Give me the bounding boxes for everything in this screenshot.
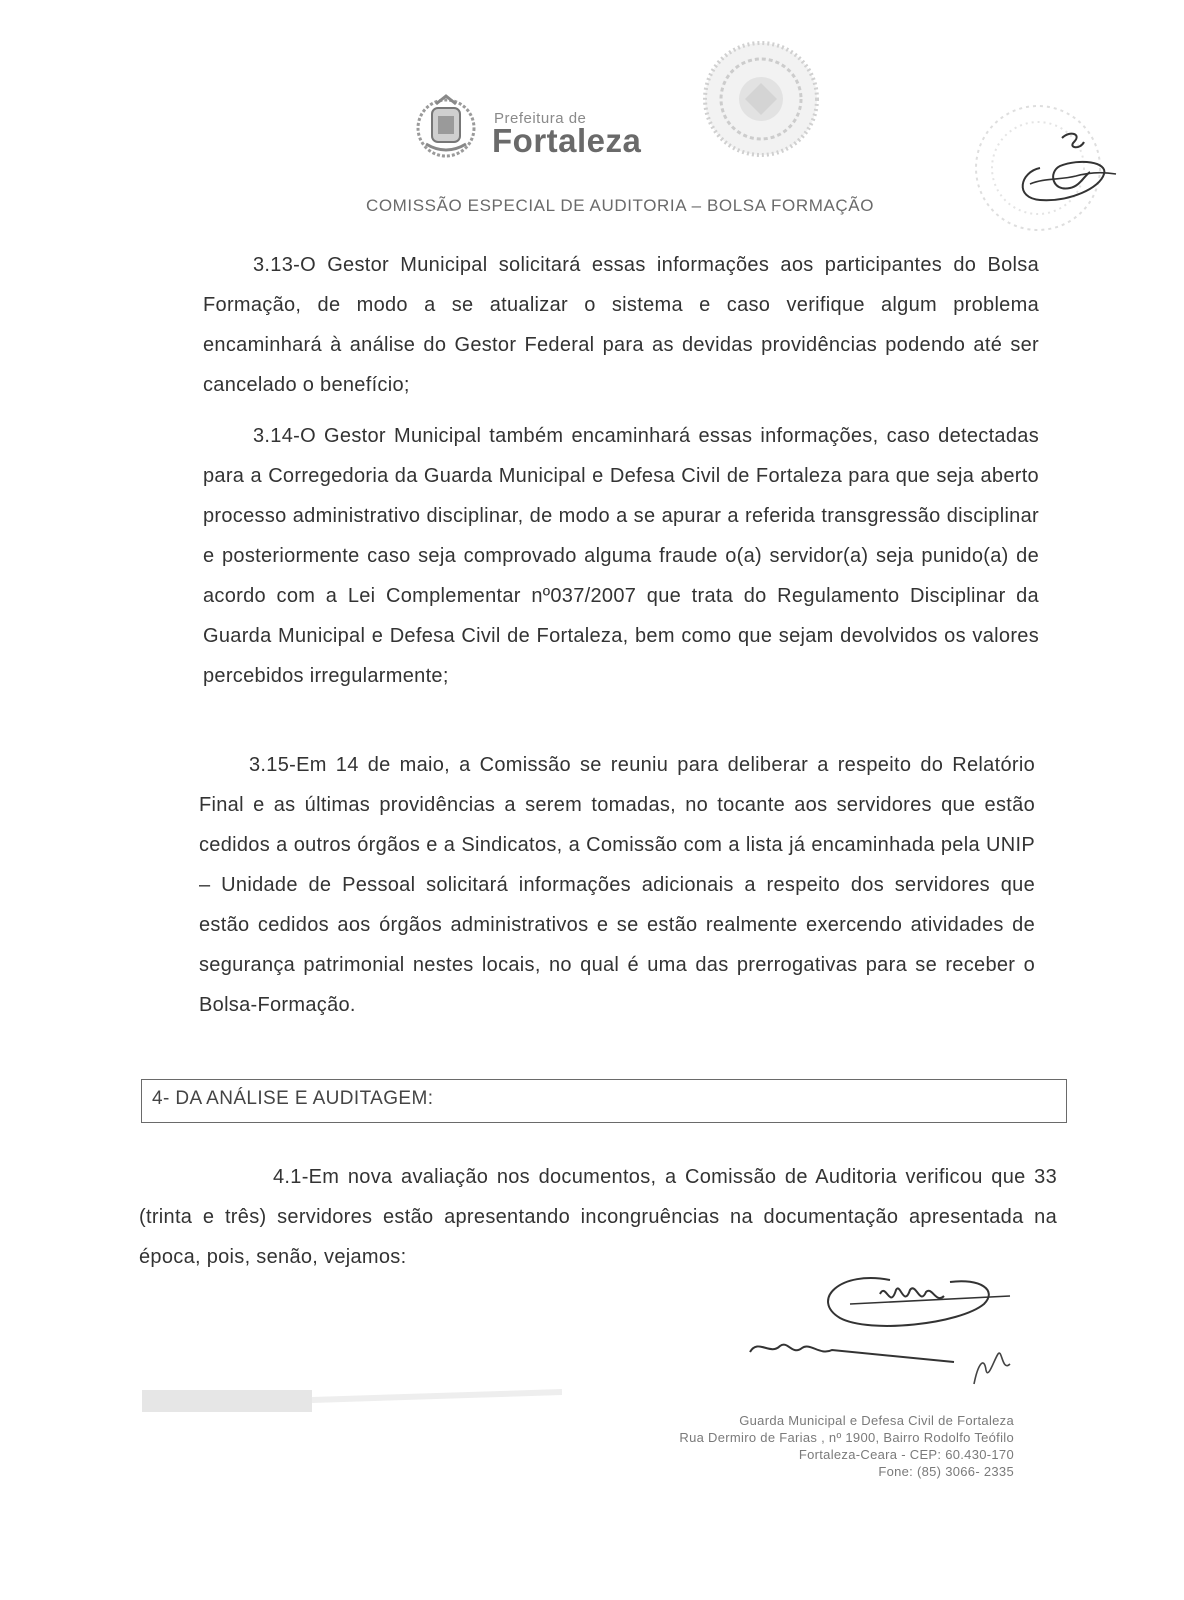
city-crest-icon	[412, 92, 480, 160]
scan-smudge	[142, 1382, 562, 1422]
section-4-header-box	[141, 1079, 1067, 1123]
prefeitura-logo	[412, 92, 672, 162]
footer-line-2: Rua Dermiro de Farias , nº 1900, Bairro Rodolfo Teófilo	[679, 1430, 1014, 1445]
footer-line-4: Fone: (85) 3066- 2335	[878, 1464, 1014, 1479]
section-4-title: 4- DA ANÁLISE E AUDITAGEM:	[152, 1088, 434, 1109]
footer-line-3: Fortaleza-Ceara - CEP: 60.430-170	[798, 1447, 1014, 1462]
official-seal-stamp	[700, 38, 822, 160]
paragraph-3-15: 3.15-Em 14 de maio, a Comissão se reuniu para deliberar a respeito do Relatório Final e as últimas providências a serem tomadas, no tocante aos servidores que estão cedidos a outros órgãos e a Sindicatos, a Comissão com a lista já encaminhada pela UNIP – Unidade de Pessoal solicitará informações adicionais a respeito dos servidores que estão cedidos aos órgãos administrativos e se estão realmente exercendo atividades de segurança patrimonial nestes locais, no qual é uma das prerrogativas para se receber o Bolsa-Formação.	[199, 754, 1035, 1016]
logo-fortaleza-text: Fortaleza	[492, 122, 642, 159]
commission-header-title: COMISSÃO ESPECIAL DE AUDITORIA – BOLSA FORMAÇÃO	[365, 196, 875, 215]
logo-prefeitura-text: Prefeitura de	[494, 110, 587, 127]
paragraph-4-1: 4.1-Em nova avaliação nos documentos, a Comissão de Auditoria verificou que 33 (trinta e três) servidores estão apresentando incongruências na documentação apresentada na época, pois, senão, vejamos:	[139, 1166, 1057, 1268]
footer-line-1: Guarda Municipal e Defesa Civil de Fortaleza	[739, 1413, 1014, 1428]
footer-address	[560, 1412, 1014, 1480]
signatures-bottom	[740, 1260, 1040, 1410]
paragraph-3-14: 3.14-O Gestor Municipal também encaminhará essas informações, caso detectadas para a Corregedoria da Guarda Municipal e Defesa Civil de Fortaleza para que seja aberto processo administrativo disciplinar, de modo a se apurar a referida transgressão disciplinar e posteriormente caso seja comprovado alguma fraude o(a) servidor(a) seja punido(a) de acordo com a Lei Complementar nº037/2007 que trata do Regulamento Disciplinar da Guarda Municipal e Defesa Civil de Fortaleza, bem como que sejam devolvidos os valores percebidos irregularmente;	[203, 425, 1039, 687]
paragraph-3-13: 3.13-O Gestor Municipal solicitará essas informações aos participantes do Bolsa Formação, de modo a se atualizar o sistema e caso verifique algum problema encaminhará à análise do Gestor Federal para as devidas providências podendo até ser cancelado o benefício;	[203, 254, 1039, 396]
